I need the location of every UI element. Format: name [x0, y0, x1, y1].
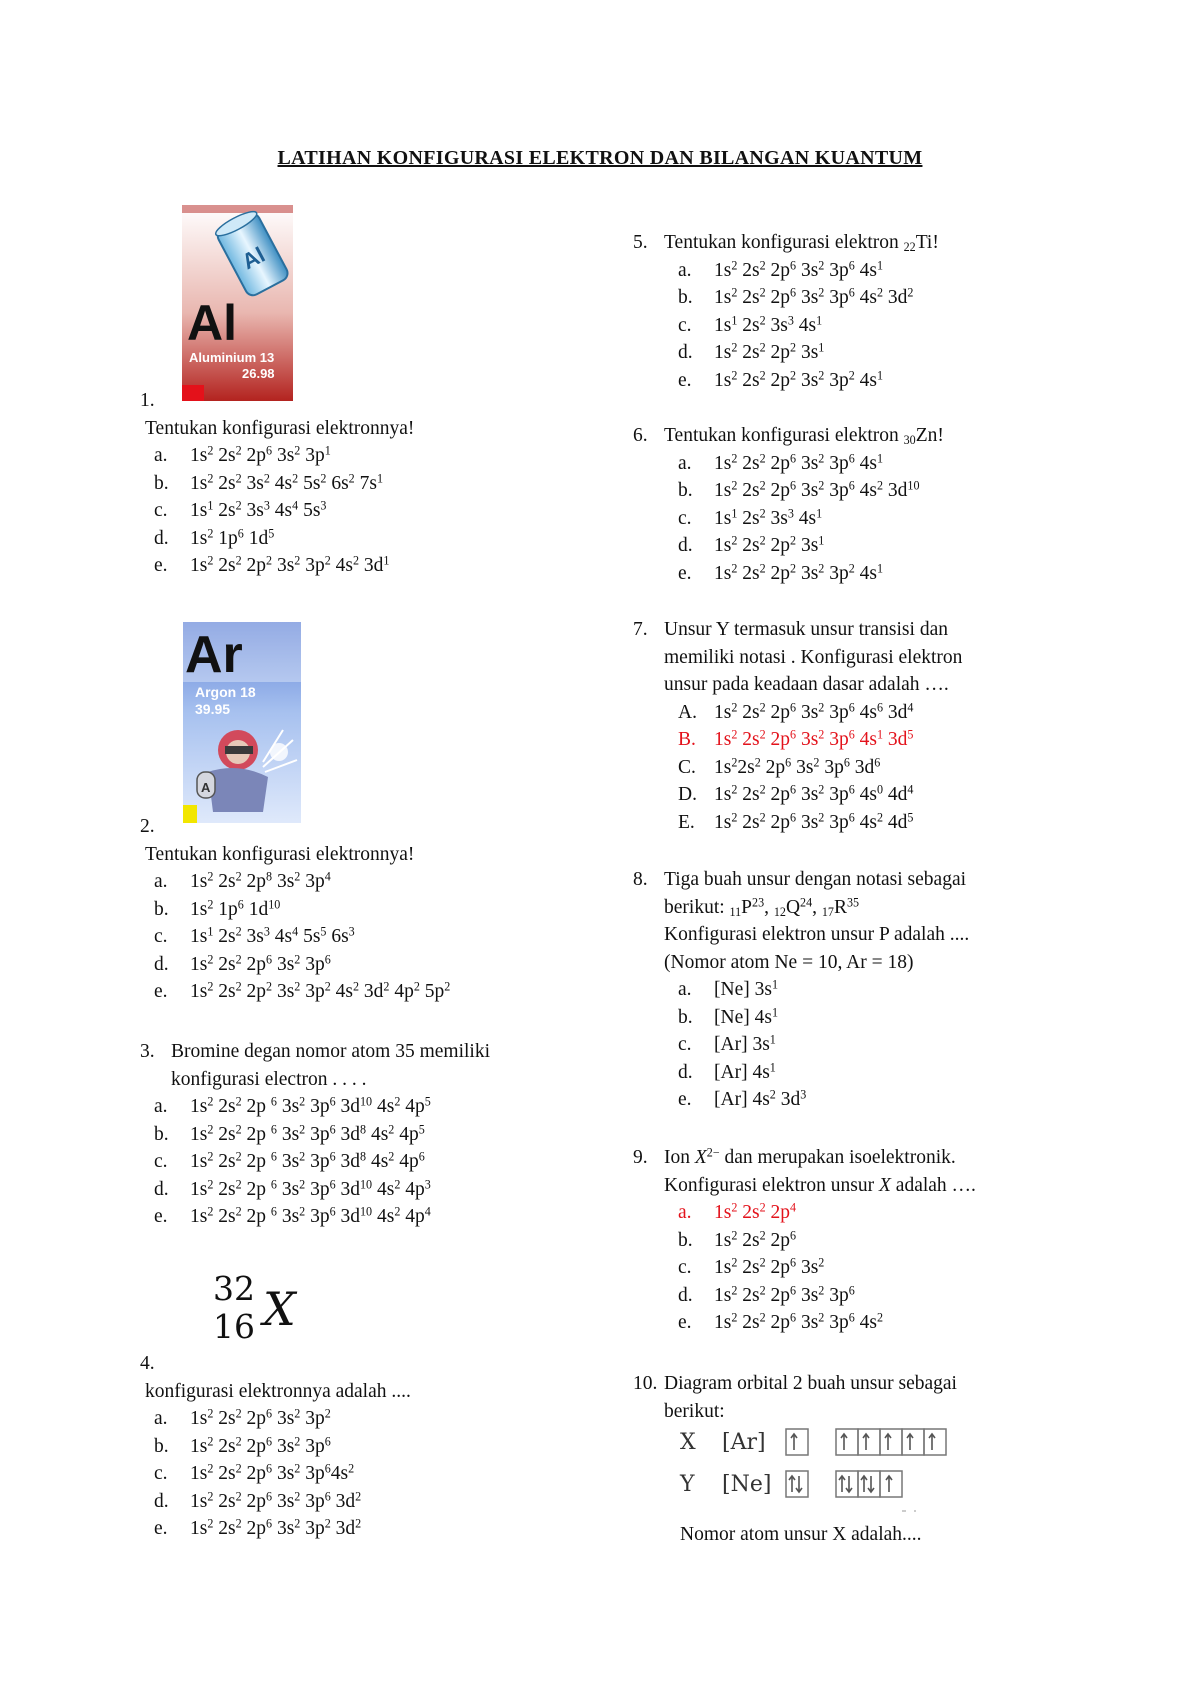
option-text: $1s^2$ $2s^2$ $2p^2$ $3s^1$	[714, 533, 825, 556]
question-9	[633, 1144, 976, 1337]
question-stem-line: berikut: $_{11}P^{23}$, $_{12}Q^{24}$, $_{17}R^{35}$	[664, 894, 860, 919]
option-letter: b.	[678, 1229, 693, 1251]
option-letter: D.	[678, 784, 697, 805]
option-text: $1s^2$ $2s^2$ $2p^6$ $3s^2$ $3p^6$ $4s^0$ $4d^4$	[714, 782, 914, 805]
question-number: 5.	[633, 232, 648, 253]
orbital-box	[858, 1429, 880, 1455]
question-number: 2.	[140, 816, 155, 837]
question-number: 7.	[633, 619, 648, 640]
element-name: Aluminium 13	[189, 350, 275, 365]
option-letter: e.	[154, 1518, 168, 1539]
option-a	[154, 1093, 490, 1121]
option-letter: d.	[154, 527, 169, 549]
option-d	[678, 781, 962, 809]
option-letter: a.	[154, 1408, 168, 1429]
question-10	[633, 1370, 957, 1425]
option-c	[678, 1254, 976, 1282]
option-c	[154, 1460, 411, 1488]
element-mass: 26.98	[242, 366, 275, 381]
option-a	[678, 450, 944, 478]
option-text: $1s^2$ $2s^2$ $3s^2$ $4s^2$ $5s^2$ $6s^2$ $7s^1$	[190, 470, 383, 494]
orbital-box	[858, 1471, 880, 1497]
option-letter: a.	[678, 979, 692, 1000]
option-letter: a.	[678, 259, 692, 281]
option-letter: C.	[678, 756, 696, 778]
spin-up-arrow	[885, 1434, 891, 1450]
option-text: $1s^2$ $2s^2$ $2p^6$ $3s^2$ $3p^6$ $4s^2$ $4d^5$	[714, 809, 914, 833]
options-list	[154, 1093, 490, 1231]
option-text: $1s^22s^2$ $2p^6$ $3s^2$ $3p^6$ $3d^6$	[714, 754, 881, 778]
element-symbol: Ar	[185, 626, 243, 684]
question-10-footer	[680, 1521, 922, 1549]
question-stem-line: unsur pada keadaan dasar adalah ….	[664, 674, 949, 695]
question-stem: Tentukan konfigurasi elektron $_{22}$Ti!	[664, 232, 939, 255]
option-text: $1s^2$ $2s^2$ $2p^6$ $3s^2$ $3p^6$ $4s^1$	[714, 450, 884, 474]
option-letter: b.	[154, 1123, 169, 1145]
option-letter: b.	[678, 287, 693, 308]
spin-up-arrow	[841, 1434, 847, 1450]
option-a	[678, 257, 939, 285]
option-letter: c.	[678, 1034, 692, 1055]
options-list	[154, 442, 414, 580]
option-b	[154, 896, 450, 924]
aluminium-element-card	[182, 205, 293, 401]
orbital-box	[924, 1429, 946, 1455]
option-text: $1s^2$ $2s^2$ $2p^6$ $3s^2$ $3p^6$	[190, 1433, 331, 1457]
question-6	[633, 422, 944, 587]
option-letter: b.	[678, 1006, 693, 1028]
option-text: $1s^2$ $2s^2$ $2p^6$ $3s^2$ $3p^6$ $4s^6$ $3d^4$	[714, 699, 914, 723]
option-text: $1s^2$ $2s^2$ 2p $^6$ $3s^2$ $3p^6$ $3d^{10}$ $4s^2$ $4p^4$	[190, 1204, 431, 1227]
option-text: [Ar] $4s^1$	[714, 1059, 776, 1083]
option-letter: c.	[678, 1257, 692, 1278]
nuclide-notation	[213, 1270, 303, 1346]
question-2	[140, 813, 450, 1006]
question-7	[633, 616, 962, 836]
option-letter: a.	[678, 452, 692, 474]
option-b	[154, 1433, 411, 1461]
option-e	[678, 809, 962, 837]
option-letter: d.	[678, 1284, 693, 1306]
option-b	[154, 470, 414, 498]
question-stem-line: Tiga buah unsur dengan notasi sebagai	[664, 869, 967, 890]
page-title: LATIHAN KONFIGURASI ELEKTRON DAN BILANGAN KUANTUM	[277, 147, 923, 169]
option-text: $1s^2$ $2s^2$ $2p^6$ $3s^2$ $3p^1$	[190, 443, 331, 466]
option-text: $1s^2$ $2s^2$ 2p $^6$ $3s^2$ $3p^6$ $3d^{10}$ $4s^2$ $4p^3$	[190, 1176, 431, 1200]
question-3	[140, 1038, 490, 1231]
option-a	[678, 699, 962, 727]
option-text: [Ar] $4s^2$ $3d^3$	[714, 1087, 807, 1110]
options-list	[678, 257, 939, 395]
option-b	[678, 477, 944, 505]
option-a	[154, 1405, 411, 1433]
element-name: Argon 18	[195, 684, 256, 700]
option-e	[154, 552, 414, 580]
question-stem-line: memiliki notasi . Konfigurasi elektron	[664, 646, 963, 668]
row2-core: [Ne]	[722, 1472, 772, 1497]
option-text: $1s^2$ $2s^2$ $2p^2$ $3s^2$ $3p^2$ $4s^1$	[714, 560, 884, 584]
option-text: $1s^1$ $2s^2$ $3s^3$ $4s^1$	[714, 505, 823, 529]
option-e	[154, 1203, 490, 1231]
option-letter: a.	[154, 445, 168, 466]
argon-element-card	[183, 622, 301, 823]
spin-up-arrow	[839, 1476, 845, 1492]
row1-label: X	[680, 1430, 696, 1455]
option-text: $1s^2$ $2s^2$ $2p^6$ $3s^2$ $3p^6$ $4s^1$ $3d^5$	[714, 727, 914, 750]
option-c	[154, 923, 450, 951]
element-symbol: X	[263, 1282, 296, 1336]
option-c	[678, 1031, 969, 1059]
question-number: 4.	[140, 1353, 155, 1374]
options-list	[678, 976, 969, 1114]
question-8	[633, 866, 969, 1114]
option-text: $1s^2$ $2s^2$ $2p^6$ $3s^2$	[714, 1255, 825, 1278]
option-letter: E.	[678, 811, 695, 833]
option-letter: d.	[678, 342, 693, 363]
question-stem-line: Konfigurasi elektron unsur P adalah ....	[664, 924, 970, 945]
option-b	[678, 1004, 969, 1032]
option-letter: A.	[678, 701, 697, 723]
option-text: [Ar] $3s^1$	[714, 1032, 776, 1055]
option-text: [Ne] $4s^1$	[714, 1004, 778, 1028]
question-number: 10.	[633, 1373, 658, 1394]
option-text: $1s^2$ $1p^6$ $1d^5$	[190, 525, 275, 549]
spin-up-arrow	[863, 1434, 869, 1450]
option-text: $1s^2$ $2s^2$ $2p^6$ $3s^2$ $3p^6$ $4s^2$ $3d^2$	[714, 285, 914, 308]
option-letter: b.	[154, 1435, 169, 1457]
orbital-box	[836, 1471, 858, 1497]
row1-core: [Ar]	[722, 1430, 766, 1455]
option-text: $1s^2$ $2s^2$ $2p^6$ $3s^2$ $3p^6$ $4s^1$	[714, 257, 884, 281]
option-e	[678, 1309, 976, 1337]
mass-number: 32	[213, 1270, 255, 1308]
option-d	[154, 525, 414, 553]
option-text: $1s^2$ $2s^2$ $2p^6$ $3s^2$ $3p^6$	[714, 1282, 855, 1306]
orbital-box	[786, 1471, 808, 1497]
question-stem: Tentukan konfigurasi elektron $_{30}$Zn!	[664, 425, 944, 448]
option-text: $1s^2$ $2s^2$ $2p^6$ $3s^2$ $3p^6$ $4s^2$ $3d^{10}$	[714, 478, 920, 501]
option-e	[154, 978, 450, 1006]
question-footer-text: Nomor atom unsur X adalah....	[680, 1524, 922, 1545]
option-letter: d.	[154, 1490, 169, 1512]
option-e	[678, 367, 939, 395]
question-stem-line: konfigurasi electron . . . .	[171, 1068, 367, 1090]
option-text: $1s^2$ $2s^2$ $2p^2$ $3s^2$ $3p^2$ $4s^2$ $3d^1$	[190, 553, 390, 576]
option-text: $1s^2$ $2s^2$ $2p^8$ $3s^2$ $3p^4$	[190, 869, 331, 892]
option-a	[154, 868, 450, 896]
options-list	[154, 868, 450, 1006]
option-letter: c.	[678, 314, 692, 336]
option-b	[154, 1121, 490, 1149]
option-text: $1s^2$ $2s^2$ $2p^6$ $3s^2$ $3p^64s^2$	[190, 1461, 355, 1484]
question-number: 3.	[140, 1041, 155, 1062]
option-text: $1s^1$ $2s^2$ $3s^3$ $4s^4$ $5s^3$	[190, 498, 327, 521]
option-letter: b.	[154, 472, 169, 494]
orbital-diagram	[676, 1425, 1006, 1520]
can-label-text: Al	[237, 241, 269, 275]
option-c	[678, 754, 962, 782]
option-letter: e.	[154, 1206, 168, 1227]
options-list	[678, 1199, 976, 1337]
element-mass: 39.95	[195, 701, 231, 717]
option-letter: d.	[678, 535, 693, 556]
question-number: 1.	[140, 390, 155, 411]
option-text: $1s^2$ $2s^2$ $2p^2$ $3s^1$	[714, 340, 825, 363]
option-c	[154, 1148, 490, 1176]
option-d	[678, 1059, 969, 1087]
option-text: $1s^2$ $2s^2$ 2p $^6$ $3s^2$ $3p^6$ $3d^8$ $4s^2$ $4p^6$	[190, 1149, 425, 1172]
question-5	[633, 229, 939, 394]
option-e	[154, 1515, 411, 1543]
option-c	[678, 505, 944, 533]
option-text: $1s^2$ $2s^2$ 2p $^6$ $3s^2$ $3p^6$ $3d^8$ $4s^2$ $4p^5$	[190, 1121, 425, 1145]
question-stem-line: Unsur Y termasuk unsur transisi dan	[664, 619, 948, 640]
spin-up-arrow	[861, 1476, 867, 1492]
option-text: $1s^2$ $2s^2$ $2p^2$ $3s^2$ $3p^2$ $4s^1$	[714, 367, 884, 391]
orbital-box	[786, 1429, 808, 1455]
option-d	[154, 1488, 411, 1516]
option-text: $1s^2$ $2s^2$ $2p^6$ $3s^2$ $3p^6$ $4s^2$	[714, 1310, 884, 1333]
question-stem: konfigurasi elektronnya adalah ....	[145, 1380, 411, 1402]
option-text: $1s^1$ $2s^2$ $3s^3$ $4s^4$ $5s^5$ $6s^3$	[190, 924, 355, 947]
question-number: 9.	[633, 1147, 648, 1168]
option-letter: e.	[678, 1312, 692, 1333]
svg-text:A: A	[201, 780, 211, 795]
question-stem: Tentukan konfigurasi elektronnya!	[145, 417, 415, 439]
question-1	[140, 387, 414, 580]
option-c	[154, 497, 414, 525]
question-stem-line: Konfigurasi elektron unsur X adalah ….	[664, 1174, 976, 1196]
question-stem-line: Ion $X^{2-}$ dan merupakan isoelektronik.	[664, 1145, 956, 1168]
option-d	[678, 532, 944, 560]
spin-up-arrow	[886, 1476, 892, 1492]
option-letter: e.	[678, 369, 692, 391]
option-text: $1s^2$ $2s^2$ $2p^6$ $3s^2$ $3p^6$ $3d^2$	[190, 1488, 362, 1512]
question-4	[140, 1350, 411, 1543]
atomic-number: 16	[213, 1307, 255, 1342]
spin-down-arrow	[796, 1476, 802, 1492]
spin-up-arrow	[789, 1476, 795, 1492]
option-c	[678, 312, 939, 340]
question-number: 8.	[633, 869, 648, 890]
option-letter: c.	[154, 926, 168, 947]
option-d	[154, 951, 450, 979]
question-number: 6.	[633, 425, 648, 446]
option-a	[678, 976, 969, 1004]
option-letter: c.	[154, 1463, 168, 1484]
option-d	[678, 339, 939, 367]
option-letter: d.	[154, 953, 169, 975]
option-b	[678, 726, 962, 754]
orbital-box	[880, 1429, 902, 1455]
spin-up-arrow	[929, 1434, 935, 1450]
question-stem-line: Diagram orbital 2 buah unsur sebagai	[664, 1373, 957, 1394]
option-text: [Ne] $3s^1$	[714, 977, 778, 1000]
question-stem-line: berikut:	[664, 1400, 725, 1422]
option-b	[678, 1227, 976, 1255]
spin-down-arrow	[868, 1476, 874, 1492]
option-text: $1s^2$ $2s^2$ $2p^6$ $3s^2$ $3p^2$	[190, 1406, 331, 1429]
orbital-box	[880, 1471, 902, 1497]
option-letter: B.	[678, 729, 696, 750]
spin-up-arrow	[907, 1434, 913, 1450]
option-e	[678, 560, 944, 588]
option-text: $1s^2$ $1p^6$ $1d^{10}$	[190, 896, 281, 920]
option-d	[678, 1282, 976, 1310]
options-list	[678, 450, 944, 588]
option-letter: b.	[678, 480, 693, 501]
option-text: $1s^2$ $2s^2$ $2p^6$ $3s^2$ $3p^2$ $3d^2$	[190, 1516, 362, 1539]
option-letter: b.	[154, 898, 169, 920]
option-text: $1s^2$ $2s^2$ $2p^2$ $3s^2$ $3p^2$ $4s^2$ $3d^2$ $4p^2$ $5p^2$	[190, 979, 451, 1002]
option-letter: d.	[678, 1061, 693, 1083]
question-stem-line: (Nomor atom Ne = 10, Ar = 18)	[664, 951, 914, 973]
option-letter: a.	[678, 1202, 692, 1223]
question-stem-line: Bromine degan nomor atom 35 memiliki	[171, 1041, 490, 1062]
orbital-box	[836, 1429, 858, 1455]
options-list	[678, 699, 962, 837]
options-list	[154, 1405, 411, 1543]
option-letter: a.	[154, 1096, 168, 1117]
option-text: $1s^2$ $2s^2$ $2p^4$	[714, 1200, 797, 1223]
option-text: $1s^1$ $2s^2$ $3s^3$ $4s^1$	[714, 312, 823, 336]
option-a	[678, 1199, 976, 1227]
option-b	[678, 284, 939, 312]
option-letter: e.	[154, 981, 168, 1002]
spin-down-arrow	[846, 1476, 852, 1492]
spin-up-arrow	[791, 1434, 797, 1450]
option-text: $1s^2$ $2s^2$ $2p^6$	[714, 1227, 797, 1251]
orbital-box	[902, 1429, 924, 1455]
option-letter: e.	[678, 562, 692, 584]
option-letter: a.	[154, 871, 168, 892]
row2-label: Y	[680, 1472, 695, 1497]
option-text: $1s^2$ $2s^2$ 2p $^6$ $3s^2$ $3p^6$ $3d^{10}$ $4s^2$ $4p^5$	[190, 1094, 431, 1117]
option-letter: e.	[154, 555, 168, 576]
element-symbol: Al	[187, 295, 237, 351]
option-letter: c.	[154, 500, 168, 521]
option-letter: e.	[678, 1089, 692, 1110]
question-stem: Tentukan konfigurasi elektronnya!	[145, 843, 415, 865]
option-e	[678, 1086, 969, 1114]
option-text: $1s^2$ $2s^2$ $2p^6$ $3s^2$ $3p^6$	[190, 951, 331, 975]
option-letter: c.	[678, 507, 692, 529]
option-letter: d.	[154, 1178, 169, 1200]
option-a	[154, 442, 414, 470]
option-letter: c.	[154, 1151, 168, 1172]
option-d	[154, 1176, 490, 1204]
